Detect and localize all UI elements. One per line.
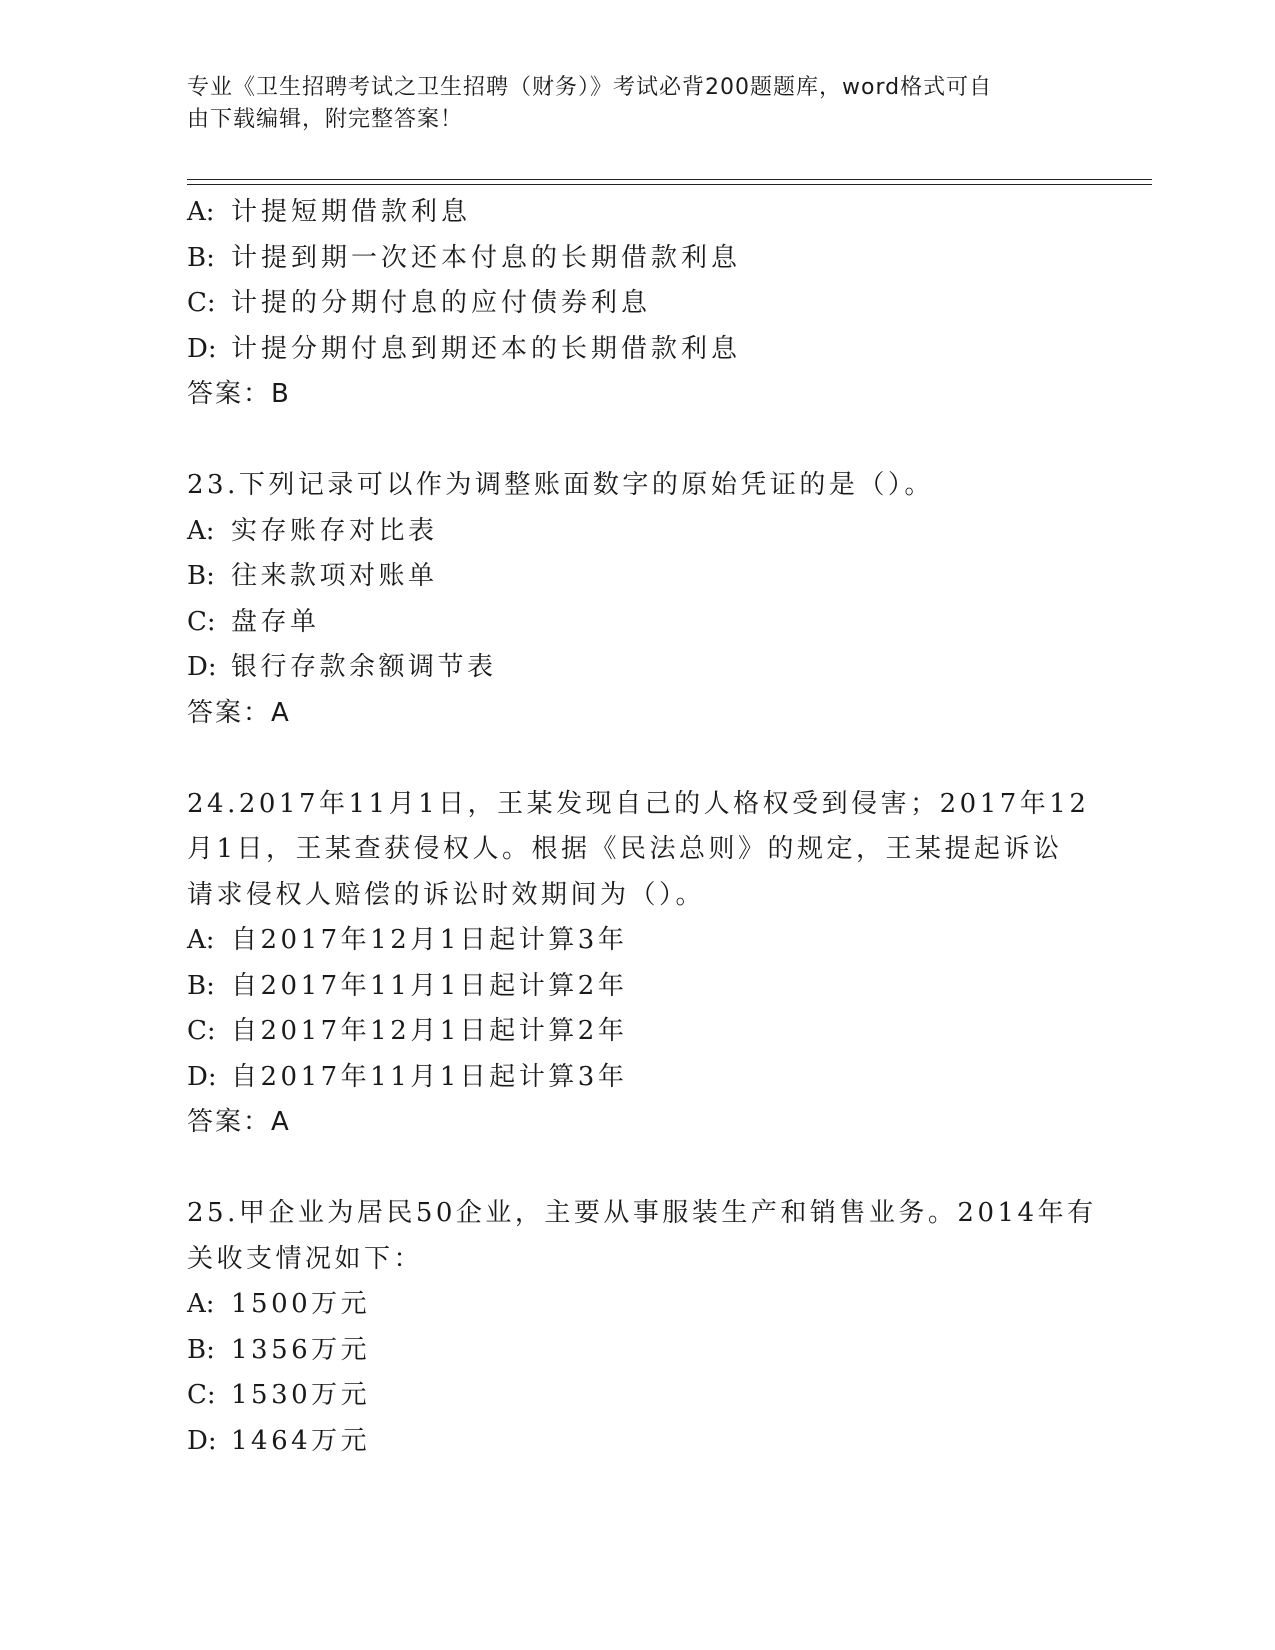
question-24 <box>187 782 1090 1146</box>
header-divider-top <box>187 179 1152 180</box>
header-line-2: 由下载编辑，附完整答案！ <box>187 107 464 132</box>
question-stem: 24.2017年11月1日，王某发现自己的人格权受到侵害；2017年12 <box>187 788 1090 819</box>
question-stem: 请求侵权人赔偿的诉讼时效期间为（）。 <box>187 879 706 910</box>
option-a <box>187 918 1087 964</box>
option-text: 实存账存对比表 <box>231 515 438 546</box>
option-a <box>187 1282 1087 1328</box>
option-text: 1530万元 <box>231 1380 371 1410</box>
option-b <box>187 1328 1087 1374</box>
option-b <box>187 964 1087 1010</box>
option-letter: A: <box>187 515 215 546</box>
spacer <box>187 1146 1087 1192</box>
option-letter: D: <box>187 652 217 682</box>
option-text: 自2017年12月1日起计算2年 <box>231 1016 628 1046</box>
answer: 答案：B <box>187 379 291 409</box>
option-text: 计提短期借款利息 <box>231 197 472 227</box>
answer: 答案：A <box>187 1107 291 1137</box>
option-letter: D: <box>187 1425 217 1456</box>
option-text: 计提分期付息到期还本的长期借款利息 <box>231 333 742 364</box>
option-text: 盘存单 <box>231 606 320 637</box>
option-text: 计提的分期付息的应付债券利息 <box>231 288 652 318</box>
option-letter: C: <box>187 288 216 318</box>
option-text: 1356万元 <box>231 1334 371 1365</box>
option-text: 计提到期一次还本付息的长期借款利息 <box>231 242 742 273</box>
question-stem: 月1日，王某查获侵权人。根据《民法总则》的规定，王某提起诉讼 <box>187 834 1063 864</box>
option-letter: D: <box>187 333 217 364</box>
option-text: 银行存款余额调节表 <box>231 652 497 682</box>
header-line-1: 专业《卫生招聘考试之卫生招聘（财务）》考试必背200题题库，word格式可自 <box>187 75 993 100</box>
option-letter: C: <box>187 1380 216 1410</box>
spacer <box>187 418 1087 464</box>
option-c <box>187 1009 1087 1055</box>
option-text: 1464万元 <box>231 1425 371 1456</box>
option-c <box>187 281 1087 327</box>
option-text: 自2017年12月1日起计算3年 <box>231 925 628 955</box>
option-text: 往来款项对账单 <box>231 561 438 591</box>
question-stem: 25.甲企业为居民50企业，主要从事服装生产和销售业务。2014年有 <box>187 1198 1097 1228</box>
option-letter: B: <box>187 1334 215 1365</box>
option-c <box>187 600 1087 646</box>
question-23 <box>187 463 1087 736</box>
option-letter: C: <box>187 1016 216 1046</box>
option-letter: A: <box>187 1289 215 1319</box>
question-25 <box>187 1191 1097 1464</box>
option-text: 自2017年11月1日起计算2年 <box>231 970 628 1001</box>
option-letter: D: <box>187 1061 217 1092</box>
question-stem: 23.下列记录可以作为调整账面数字的原始凭证的是（）。 <box>187 470 934 500</box>
option-letter: A: <box>187 197 215 227</box>
option-d <box>187 327 1087 373</box>
question-stem: 关收支情况如下： <box>187 1243 424 1274</box>
option-letter: B: <box>187 242 215 273</box>
option-text: 1500万元 <box>231 1289 371 1319</box>
spacer <box>187 736 1087 782</box>
option-letter: B: <box>187 561 215 591</box>
option-d <box>187 645 1087 691</box>
option-letter: A: <box>187 925 215 955</box>
question-list <box>187 190 1097 1464</box>
option-d <box>187 1419 1087 1465</box>
option-d <box>187 1055 1087 1101</box>
option-c <box>187 1373 1087 1419</box>
option-text: 自2017年11月1日起计算3年 <box>231 1061 628 1092</box>
option-b <box>187 236 1087 282</box>
question-22 <box>187 190 1087 418</box>
document-header <box>187 72 1067 136</box>
answer: 答案：A <box>187 697 291 728</box>
option-letter: C: <box>187 606 216 637</box>
option-b <box>187 554 1087 600</box>
option-letter: B: <box>187 970 215 1001</box>
option-a <box>187 190 1087 236</box>
header-divider-bottom <box>187 184 1152 185</box>
option-a <box>187 509 1087 555</box>
